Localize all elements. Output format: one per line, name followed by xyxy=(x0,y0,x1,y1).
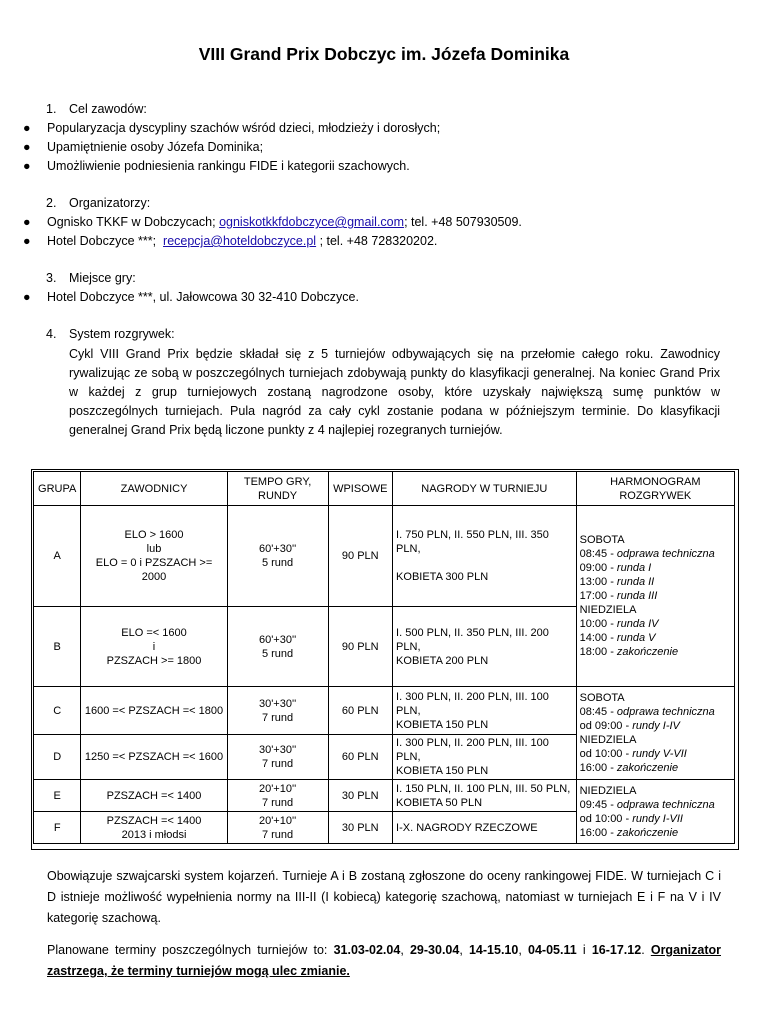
schedule-line: 14:00 - runda V xyxy=(579,632,656,644)
schedule-ab xyxy=(576,506,734,687)
header-prizes: NAGRODY W TURNIEJU xyxy=(393,472,577,506)
schedule-cd xyxy=(576,687,734,780)
schedule-line: SOBOTA xyxy=(579,534,625,546)
bullet-icon: ● xyxy=(23,234,31,248)
section-number: 1. xyxy=(46,102,57,116)
date: 29-30.04 xyxy=(409,943,460,957)
email-link-hotel[interactable]: recepcja@hoteldobczyce.pl xyxy=(163,234,317,248)
schedule-line: 18:00 - zakończenie xyxy=(579,646,679,658)
bullet-icon: ● xyxy=(23,215,31,229)
header-group: GRUPA xyxy=(34,472,81,506)
schedule-line: od 10:00 - rundy V-VII xyxy=(579,748,687,760)
section-number: 3. xyxy=(46,271,57,285)
section-number: 4. xyxy=(46,327,57,341)
bullet-icon: ● xyxy=(23,290,31,304)
schedule-ef xyxy=(576,780,734,844)
schedule-line: 09:45 - odprawa techniczna xyxy=(579,798,715,811)
rules-paragraph: Obowiązuje szwajcarski system kojarzeń. Turnieje A i B zostaną zgłoszone do oceny rankingowej FIDE. W turniejach C i D istnieje możliwość wypełnienia normy na III-II (I kobiecą) kategorię szachową, natomiast w turniejach E i F na V i IV kategorię szachową. xyxy=(47,869,721,925)
date: 16-17.12 xyxy=(591,943,642,957)
schedule-line: 08:45 - odprawa techniczna xyxy=(579,706,715,718)
date: 31.03-02.04 xyxy=(333,943,401,957)
page-title: VIII Grand Prix Dobczyc im. Józefa Dominika xyxy=(198,44,570,64)
table-row: C 1600 =< PZSZACH =< 1800 30'+30'' 7 rund 60 PLN I. 300 PLN, II. 200 PLN, III. 100 PLN, KOBIETA 150 PLN SOBOTA 08:45 - odprawa techniczna od 09:00 - rundy I-IV NIEDZIELA od 10:00 - rundy V-VII 16:00 - zakończenie xyxy=(34,687,735,735)
schedule-line: NIEDZIELA xyxy=(579,604,637,616)
table-header-row xyxy=(34,472,735,506)
section-heading: Cel zawodów: xyxy=(69,102,147,116)
bullet-icon: ● xyxy=(23,140,31,154)
schedule-line: 16:00 - zakończenie xyxy=(579,762,679,774)
header-tempo: TEMPO GRY, RUNDY xyxy=(227,472,328,506)
schedule-line: 08:45 - odprawa techniczna xyxy=(579,548,715,560)
tournament-table xyxy=(33,471,735,844)
section-number: 2. xyxy=(46,196,57,210)
system-description: Cykl VIII Grand Prix będzie składał się z 5 turniejów odbywających się na przełomie całego roku. Zawodnicy rywalizując ze sobą w poszczególnych turniejach zdobywają punkty do klasyfikacji generalnej. Na koniec Grand Prix w każdej z grup turniejowych zostaną nagrodzone osoby, które uzyskały największą sumę punktów w poszczególnych turniejach. Pula nagród za cały cykl zostanie podana w późniejszym terminie. Do klasyfikacji generalnej Grand Prix będą liczone punkty z 4 najlepiej rozegranych turniejów. xyxy=(69,347,720,437)
document-page: VIII Grand Prix Dobczyc im. Józefa Dominika 1. Cel zawodów: ● Popularyzacja dyscypliny szachów wśród dzieci, młodzieży i dorosłych; ● Upamiętnienie osoby Józefa Dominika; ● Umożliwienie podniesienia rankingu FIDE i kategorii szachowych. 2. Organizatorzy: ● Ognisko TKKF w Dobczycach; ogniskotkkfdobczyce@gmail.com; tel. +48 507930509. ● Hotel Dobczyce ***; recepcja@hoteldobczyce.pl ; tel. +48 728320202. 3. Miejsce gry: ● Hotel Dobczyce ***, ul. Jałowcowa 30 32-410 Dobczyce. 4. System rozgrywek: Cykl VIII Grand Prix będzie składał się z 5 turniejów odbywających się na przełomie całego roku. Zawodnicy rywalizując ze sobą w poszczególnych turniejach zdobywają punkty do klasyfikacji generalnej. Na koniec Grand Prix w każdej z grup turniejowych zostaną nagrodzone osoby, które uzyskały największą sumę punktów w poszczególnych turniejach. Pula nagród za cały cykl zostanie podana w późniejszym terminie. Do klasyfikacji generalnej Grand Prix będą liczone punkty z 4 najlepiej rozegranych turniejów. GRUPA ZAWODNICY TEMPO GRY, RUNDY WPISOWE NAGRODY W TURNIEJU HARMONOGRAM ROZGRYWEK A ELO > 1600 lub ELO = 0 i PZSZACH >= 2000 60'+30'' 5 rund 90 PLN I. 750 PLN, II. 550 PLN, III. 350 PLN, KOBIETA 300 PLN SOBOTA 08:45 - odprawa techniczna 09:00 - runda I 13:00 - runda II 17:00 - runda III NIEDZIELA 10:00 - runda IV 14:00 - runda V 18:00 - zakończenie B ELO =< 1600 i PZSZACH >= 1800 60'+30'' 5 rund 90 PLN I. 500 PLN, II. 350 PLN, III. 200 PLN, KOBIETA 200 PLN C 1600 =< PZSZACH =< 1800 30'+30'' 7 rund 60 PLN I. 300 PLN, II. 200 PLN, III. 100 PLN, KOBIETA 150 PLN SOBOTA 08:45 - odprawa techniczna od 09:00 - rundy I-IV NIEDZIELA od 10:00 - rundy V-VII 16:00 - zakończenie D 1250 =< PZSZACH =< 1600 30'+30'' 7 rund 60 PLN I. 300 PLN, II. 200 PLN, III. 100 PLN, KOBIETA 150 PLN E PZSZACH =< 1400 20'+10'' 7 rund 30 PLN I. 150 PLN, II. 100 PLN, III. 50 PLN, KOBIETA 50 PLN NIEDZIELA 09:45 - odprawa techniczna od 10:00 - rundy I-VII 16:00 - zakończenie F PZSZACH =< 1400 2013 i młodsi 20'+10'' 7 rund 30 PLN I-X. NAGRODY RZECZOWE Obowiązuje szwajcarski system kojarzeń. Turnieje A i B zostaną zgłoszone do oceny rankingowej FIDE. W turniejach C i D istnieje możliwość wypełnienia normy na III-II (I kobiecą) kategorię szachową, natomiast w turniejach E i F na V i IV kategorię szachową. Planowane terminy poszczególnych turniejów to: 31.03-02.04, 29-30.04, 14-15.10, 04-05.11 i 16-17.12. Organizator zastrzega, że terminy turniejów mogą ulec zmianie. xyxy=(0,0,768,1024)
disclaimer-note: Organizator zastrzega, że terminy turniejów mogą ulec zmianie. xyxy=(47,943,721,978)
schedule-line: NIEDZIELA xyxy=(579,784,637,797)
schedule-line: 13:00 - runda II xyxy=(579,576,655,588)
section-heading: Organizatorzy: xyxy=(69,196,151,210)
date: 04-05.11 xyxy=(528,943,577,957)
schedule-line: 10:00 - runda IV xyxy=(579,618,659,630)
email-link-tkkf[interactable]: ogniskotkkfdobczyce@gmail.com xyxy=(219,215,405,229)
table-row: A ELO > 1600 lub ELO = 0 i PZSZACH >= 2000 60'+30'' 5 rund 90 PLN I. 750 PLN, II. 550 PLN, III. 350 PLN, KOBIETA 300 PLN SOBOTA 08:45 - odprawa techniczna 09:00 - runda I 13:00 - runda II 17:00 - runda III NIEDZIELA 10:00 - runda IV 14:00 - runda V 18:00 - zakończenie xyxy=(34,506,735,607)
schedule-line: od 09:00 - rundy I-IV xyxy=(579,720,680,732)
section-heading: System rozgrywek: xyxy=(69,327,175,341)
schedule-line: SOBOTA xyxy=(579,692,625,704)
bullet-icon: ● xyxy=(23,121,31,135)
bullet-icon: ● xyxy=(23,159,31,173)
schedule-line: 16:00 - zakończenie xyxy=(579,826,679,839)
table-row: E PZSZACH =< 1400 20'+10'' 7 rund 30 PLN I. 150 PLN, II. 100 PLN, III. 50 PLN, KOBIETA 50 PLN NIEDZIELA 09:45 - odprawa techniczna od 10:00 - rundy I-VII 16:00 - zakończenie xyxy=(34,780,735,812)
dates-paragraph: Planowane terminy poszczególnych turniejów to: 31.03-02.04, 29-30.04, 14-15.10, 04-05.11 i 16-17.12. Organizator zastrzega, że terminy turniejów mogą ulec zmianie. xyxy=(47,943,721,978)
table-row: B ELO =< 1600 i PZSZACH >= 1800 60'+30'' 5 rund 90 PLN I. 500 PLN, II. 350 PLN, III. 200 PLN, KOBIETA 200 PLN xyxy=(34,607,735,687)
section-heading: Miejsce gry: xyxy=(69,271,136,285)
date: 14-15.10 xyxy=(468,943,519,957)
header-schedule: HARMONOGRAM ROZGRYWEK xyxy=(576,472,734,506)
schedule-line: 09:00 - runda I xyxy=(579,562,652,574)
schedule-line: od 10:00 - rundy I-VII xyxy=(579,812,683,825)
schedule-line: NIEDZIELA xyxy=(579,734,637,746)
header-players: ZAWODNICY xyxy=(81,472,227,506)
table-row: D 1250 =< PZSZACH =< 1600 30'+30'' 7 rund 60 PLN I. 300 PLN, II. 200 PLN, III. 100 PLN, KOBIETA 150 PLN xyxy=(34,735,735,780)
header-fee: WPISOWE xyxy=(328,472,393,506)
schedule-line: 17:00 - runda III xyxy=(579,590,658,602)
table-row: F PZSZACH =< 1400 2013 i młodsi 20'+10'' 7 rund 30 PLN I-X. NAGRODY RZECZOWE xyxy=(34,812,735,844)
